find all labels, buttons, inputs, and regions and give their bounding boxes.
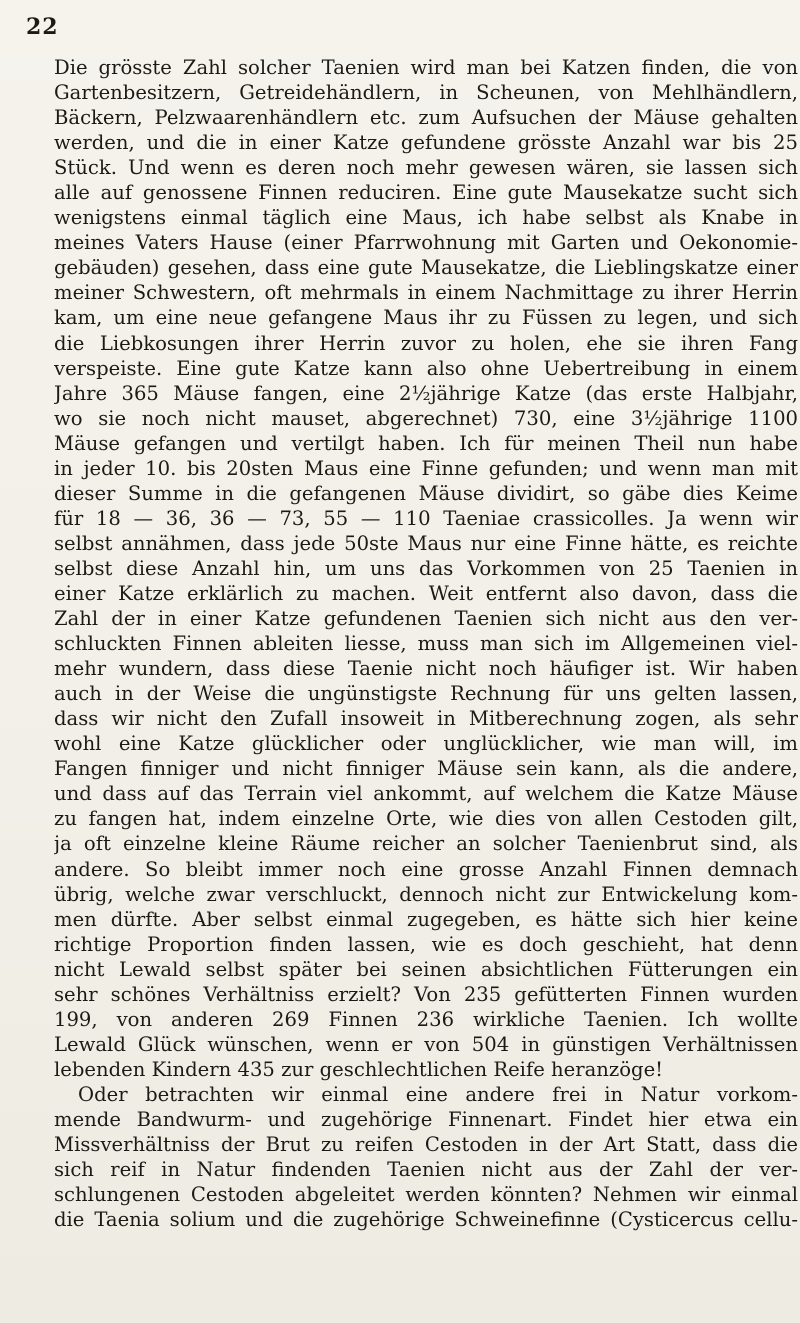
text-line: für 18 — 36, 36 — 73, 55 — 110 Taeniae crassicolles. Ja wenn wir — [54, 506, 798, 530]
text-line: verspeiste. Eine gute Katze kann also ohne Uebertreibung in einem — [54, 356, 798, 380]
text-line: Bäckern, Pelzwaarenhändlern etc. zum Aufsuchen der Mäuse gehalten — [54, 106, 798, 130]
text-line: auch in der Weise die ungünstigste Rechnung für uns gelten lassen, — [54, 682, 798, 706]
text-line: lebenden Kindern 435 zur geschlechtlichen Reife heranzöge! — [54, 1057, 664, 1081]
text-line: zu fangen hat, indem einzelne Orte, wie dies von allen Cestoden gilt, — [54, 807, 798, 831]
text-line: wo sie noch nicht mauset, abgerechnet) 730, eine 3½jährige 1100 — [54, 406, 798, 430]
text-line: men dürfte. Aber selbst einmal zugegeben, es hätte sich hier keine — [54, 907, 798, 931]
text-line: wenigstens einmal täglich eine Maus, ich habe selbst als Knabe in — [54, 206, 798, 230]
text-line: Die grösste Zahl solcher Taenien wird man bei Katzen finden, die von — [54, 56, 798, 79]
text-line: Zahl der in einer Katze gefundenen Taenien sich nicht aus den ver- — [54, 607, 798, 631]
text-line: kam, um eine neue gefangene Maus ihr zu Füssen zu legen, und sich — [54, 306, 798, 330]
text-line: und dass auf das Terrain viel ankommt, auf welchem die Katze Mäuse — [54, 782, 798, 806]
text-line: dieser Summe in die gefangenen Mäuse dividirt, so gäbe dies Keime — [54, 481, 798, 505]
text-line: ja oft einzelne kleine Räume reicher an solcher Taenienbrut sind, als — [54, 832, 798, 856]
text-line: mende Bandwurm- und zugehörige Finnenart. Findet hier etwa ein — [54, 1107, 798, 1131]
text-line: andere. So bleibt immer noch eine grosse Anzahl Finnen demnach — [54, 857, 798, 881]
text-line: Oder betrachten wir einmal eine andere frei in Natur vorkom- — [78, 1082, 798, 1106]
body-text — [54, 55, 798, 1232]
text-line: meiner Schwestern, oft mehrmals in einem Nachmittage zu ihrer Herrin — [54, 281, 798, 305]
text-line: Gartenbesitzern, Getreidehändlern, in Scheunen, von Mehlhändlern, — [54, 81, 798, 105]
text-line: richtige Proportion finden lassen, wie es doch geschieht, hat denn — [54, 932, 798, 956]
text-line: Fangen finniger und nicht finniger Mäuse sein kann, als die andere, — [54, 757, 798, 781]
page-number: 22 — [26, 14, 59, 40]
text-line: selbst diese Anzahl hin, um uns das Vorkommen von 25 Taenien in — [54, 556, 798, 580]
text-line: Stück. Und wenn es deren noch mehr gewesen wären, sie lassen sich — [54, 156, 798, 180]
text-line: sehr schönes Verhältniss erzielt? Von 235 gefütterten Finnen wurden — [54, 982, 798, 1006]
text-line: die Liebkosungen ihrer Herrin zuvor zu holen, ehe sie ihren Fang — [54, 331, 798, 355]
text-line: sich reif in Natur findenden Taenien nicht aus der Zahl der ver- — [54, 1158, 798, 1182]
text-line: 199, von anderen 269 Finnen 236 wirkliche Taenien. Ich wollte — [54, 1007, 798, 1031]
text-line: mehr wundern, dass diese Taenie nicht noch häufiger ist. Wir haben — [54, 657, 798, 681]
text-line: schluckten Finnen ableiten liesse, muss man sich im Allgemeinen viel- — [54, 632, 798, 656]
text-line: wohl eine Katze glücklicher oder unglücklicher, wie man will, im — [54, 732, 798, 756]
text-line: übrig, welche zwar verschluckt, dennoch nicht zur Entwickelung kom- — [54, 882, 798, 906]
text-line: Lewald Glück wünschen, wenn er von 504 in günstigen Verhältnissen — [54, 1032, 798, 1056]
text-line: nicht Lewald selbst später bei seinen absichtlichen Fütterungen ein — [54, 957, 798, 981]
text-line: die Taenia solium und die zugehörige Schweinefinne (Cysticercus cellu- — [54, 1208, 798, 1232]
text-line: werden, und die in einer Katze gefundene grösste Anzahl war bis 25 — [54, 131, 798, 155]
text-line: alle auf genossene Finnen reduciren. Eine gute Mausekatze sucht sich — [54, 181, 798, 205]
text-line: selbst annähmen, dass jede 50ste Maus nur eine Finne hätte, es reichte — [54, 531, 798, 555]
text-line: Jahre 365 Mäuse fangen, eine 2½jährige Katze (das erste Halbjahr, — [54, 381, 798, 405]
text-line: Mäuse gefangen und vertilgt haben. Ich für meinen Theil nun habe — [54, 431, 798, 455]
text-line: einer Katze erklärlich zu machen. Weit entfernt also davon, dass die — [54, 581, 798, 605]
text-line: schlungenen Cestoden abgeleitet werden könnten? Nehmen wir einmal — [54, 1183, 798, 1207]
text-line: gebäuden) gesehen, dass eine gute Mausekatze, die Lieblingskatze einer — [54, 256, 798, 280]
text-line: Missverhältniss der Brut zu reifen Cestoden in der Art Statt, dass die — [54, 1133, 798, 1157]
text-line: in jeder 10. bis 20sten Maus eine Finne gefunden; und wenn man mit — [54, 456, 798, 480]
text-line: dass wir nicht den Zufall insoweit in Mitberechnung zogen, als sehr — [54, 707, 798, 731]
text-line: meines Vaters Hause (einer Pfarrwohnung mit Garten und Oekonomie- — [54, 231, 798, 255]
